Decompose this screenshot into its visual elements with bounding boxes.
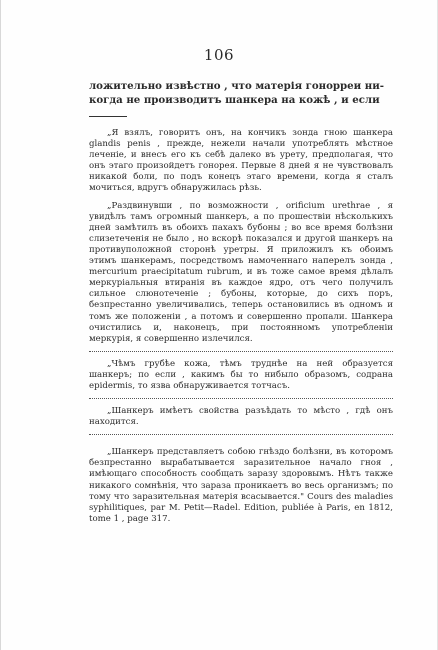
lead-line-1: ложительно извѣстно , что матерія гонорреи ни- bbox=[89, 80, 384, 92]
lead-text bbox=[89, 79, 389, 107]
paragraph-4: „Шанкеръ имѣетъ свойства разъѣдать то мѣсто , гдѣ онъ находится. bbox=[89, 406, 393, 428]
dotted-separator-2 bbox=[89, 398, 393, 399]
dotted-separator-3 bbox=[89, 434, 393, 435]
paragraph-2: „Раздвинувши , по возможности , orificium urethrae , я увидѣлъ тамъ огромный шанкеръ, а по прошествіи нѣсколькихъ дней замѣтилъ въ обоихъ пахахъ бубоны ; во все время болѣзни слизетеченія не было , но вскорѣ показался и другой шанкеръ на противуположной сторонѣ уретры. Я приложилъ къ обоимъ этимъ шанкерамъ, посредствомъ намоченнаго наперелъ зонда , mercurium praecipitatum rubrum, и въ тоже самое время дѣлалъ меркуріальныя втиранія въ каждое ядро, отъ чего получилъ сильное слюнотеченіе ; бубоны, которые, до сихъ поръ, безпрестанно увеличивались, теперь остановились въ одномъ и томъ же положеніи , а потомъ и совершенно пропали. Шанкера очистились и, наконецъ, при постоянномъ употребленіи меркурія, я совершенно излечился. bbox=[89, 200, 393, 344]
paragraph-3: „Чѣмъ грубѣе кожа, тѣмъ труднѣе на ней образуется шанкеръ; по если , какимъ бы то нибыло образомъ, содрана epidermis, то язва обнаруживается тотчасъ. bbox=[89, 358, 393, 391]
footnote-rule bbox=[89, 116, 127, 117]
paragraph-1: „Я взялъ, говоритъ онъ, на кончикъ зонда гною шанкера glandis penis , прежде, нежели начали употреблять мѣстное леченіе, и внесъ его къ себѣ далеко въ урету, предполагая, что онъ этаго произойдетъ гонорея. Первые 8 дней я не чувствовалъ никакой боли, по подъ конецъ этаго времени, когда я сталъ мочиться, вдругъ обнаружилась рѣзь. bbox=[89, 128, 393, 194]
dotted-separator-1 bbox=[89, 351, 393, 352]
page-number: 106 bbox=[203, 46, 235, 64]
lead-line-2: когда не производитъ шанкера на кожѣ , и если bbox=[89, 94, 380, 106]
quotation-block bbox=[89, 128, 393, 525]
paragraph-5: „Шанкеръ представляетъ собою гнѣздо болѣзни, въ которомъ безпрестанно вырабатывается заразительное начало гноя , имѣющаго способность сообщать заразу здоровымъ. Нѣтъ также никакого сомнѣнія, что зараза проникаетъ во весь организмъ; по тому что заразительная матерія всасывается." Cours des maladies syphilitiques, par M. Petit—Radel. Edition, publiée à Paris, en 1812, tome 1 , page 317. bbox=[89, 447, 393, 524]
